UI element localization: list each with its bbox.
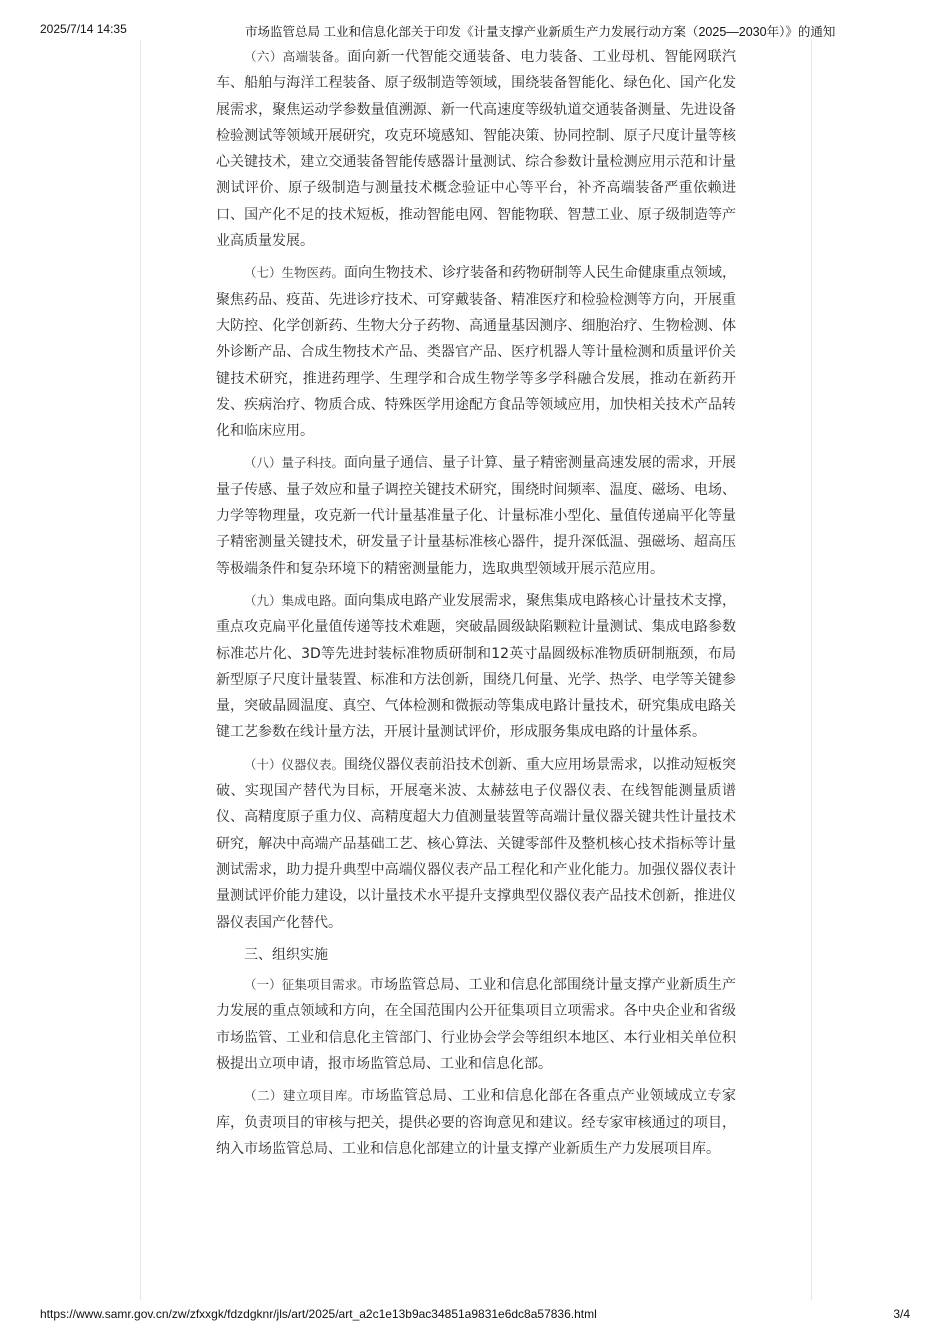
paragraph-high-end-equipment [216, 44, 736, 254]
paragraph-integrated-circuits [216, 588, 736, 746]
paragraph-text: 面向集成电路产业发展需求，聚焦集成电路核心计量技术支撑，重点攻克扁平化量值传递等技术难题，突破晶圆级缺陷颗粒计量测试、集成电路参数标准芯片化、3D等先进封装标准物质研制和12英寸晶圆级标准物质研制瓶颈，布局新型原子尺度计量装置、标准和方法创新，围绕几何量、光学、热学、电学等关键参量，突破晶圆温度、真空、气体检测和微振动等集成电路计量技术，研究集成电路关键工艺参数在线计量方法，开展计量测试评价，形成服务集成电路的计量体系。 [216, 592, 737, 741]
paragraph-text: 面向新一代智能交通装备、电力装备、工业母机、智能网联汽车、船舶与海洋工程装备、原子级制造等领域，围绕装备智能化、绿色化、国产化发展需求，聚焦运动学参数量值溯源、新一代高速度等级轨道交通装备测量、先进设备检验测试等领域开展研究，攻克环境感知、智能决策、协同控制、原子尺度计量等核心关键技术，建立交通装备智能传感器计量测试、综合参数计量检测应用示范和计量测试评价、原子级制造与测量技术概念验证中心等平台，补齐高端装备严重依赖进口、国产化不足的技术短板，推动智能电网、智能物联、智慧工业、原子级制造等产业高质量发展。 [216, 49, 736, 250]
print-header [40, 22, 910, 40]
page-number: 3/4 [893, 1307, 910, 1321]
paragraph-subtitle: （一）征集项目需求。 [244, 977, 370, 993]
paragraph-subtitle: （八）量子科技。 [244, 455, 345, 471]
section-heading: 三、组织实施 [244, 946, 328, 963]
article-body [216, 44, 736, 1168]
paragraph-subtitle: （十）仪器仪表。 [244, 756, 345, 772]
paragraph-quantum-tech [216, 450, 736, 581]
page-url: https://www.samr.gov.cn/zw/zfxxgk/fdzdgknr/jls/art/2025/art_a2c1e13b9ac34851a9831e6dc8a57836.html [40, 1307, 597, 1321]
paragraph-text: 面向量子通信、量子计算、量子精密测量高速发展的需求，开展量子传感、量子效应和量子调控关键技术研究，围绕时间频率、温度、磁场、电场、力学等物理量，攻克新一代计量基准量子化、计量标准小型化、量值传递扁平化等量子精密测量关键技术，研发量子计量基标准核心器件，提升深低温、强磁场、超高压等极端条件和复杂环境下的精密测量能力，选取典型领域开展示范应用。 [216, 455, 737, 577]
paragraph-subtitle: （九）集成电路。 [244, 592, 345, 608]
paragraph-text: 面向生物技术、诊疗装备和药物研制等人民生命健康重点领域，聚焦药品、疫苗、先进诊疗技术、可穿戴装备、精准医疗和检验检测等方向，开展重大防控、化学创新药、生物大分子药物、高通量基因测序、细胞治疗、生物检测、体外诊断产品、合成生物技术产品、类器官产品、医疗机器人等计量检测和质量评价关键技术研究，推进药理学、生理学和合成生物学等多学科融合发展，推动在新药开发、疾病治疗、物质合成、特殊医学用途配方食品等领域应用，加快相关技术产品转化和临床应用。 [216, 265, 737, 440]
print-footer [40, 1307, 910, 1325]
paragraph-subtitle: （二）建立项目库。 [244, 1088, 361, 1104]
paragraph-collect-requirements [216, 972, 736, 1077]
paragraph-project-library [216, 1083, 736, 1162]
paragraph-subtitle: （六）高端装备。 [244, 49, 348, 64]
paragraph-biomedicine [216, 260, 736, 444]
paragraph-text: 市场监管总局、工业和信息化部在各重点产业领域成立专家库，负责项目的审核与把关，提供必要的咨询意见和建议。经专家审核通过的项目，纳入市场监管总局、工业和信息化部建立的计量支撑产业新质生产力发展项目库。 [216, 1088, 736, 1157]
paragraph-text: 围绕仪器仪表前沿技术创新、重大应用场景需求，以推动短板突破、实现国产替代为目标，开展毫米波、太赫兹电子仪器仪表、在线智能测量质谱仪、高精度原子重力仪、高精度超大力值测量装置等高端计量仪器关键共性计量技术研究，解决中高端产品基础工艺、核心算法、关键零部件及整机核心技术指标等计量测试需求，助力提升典型中高端仪器仪表产品工程化和产业化能力。加强仪器仪表计量测试评价能力建设，以计量技术水平提升支撑典型仪器仪表产品技术创新，推进仪器仪表国产化替代。 [216, 756, 737, 931]
print-datetime: 2025/7/14 14:35 [40, 22, 127, 36]
paragraph-instruments [216, 752, 736, 936]
paragraph-subtitle: （七）生物医药。 [244, 265, 345, 281]
paragraph-text: 市场监管总局、工业和信息化部围绕计量支撑产业新质生产力发展的重点领域和方向，在全国范围内公开征集项目立项需求。各中央企业和省级市场监管、工业和信息化主管部门、行业协会学会等组织本地区、本行业相关单位积极提出立项申请，报市场监管总局、工业和信息化部。 [216, 977, 736, 1072]
document-title: 市场监管总局 工业和信息化部关于印发《计量支撑产业新质生产力发展行动方案（2025—2030年）》的通知 [245, 25, 836, 39]
